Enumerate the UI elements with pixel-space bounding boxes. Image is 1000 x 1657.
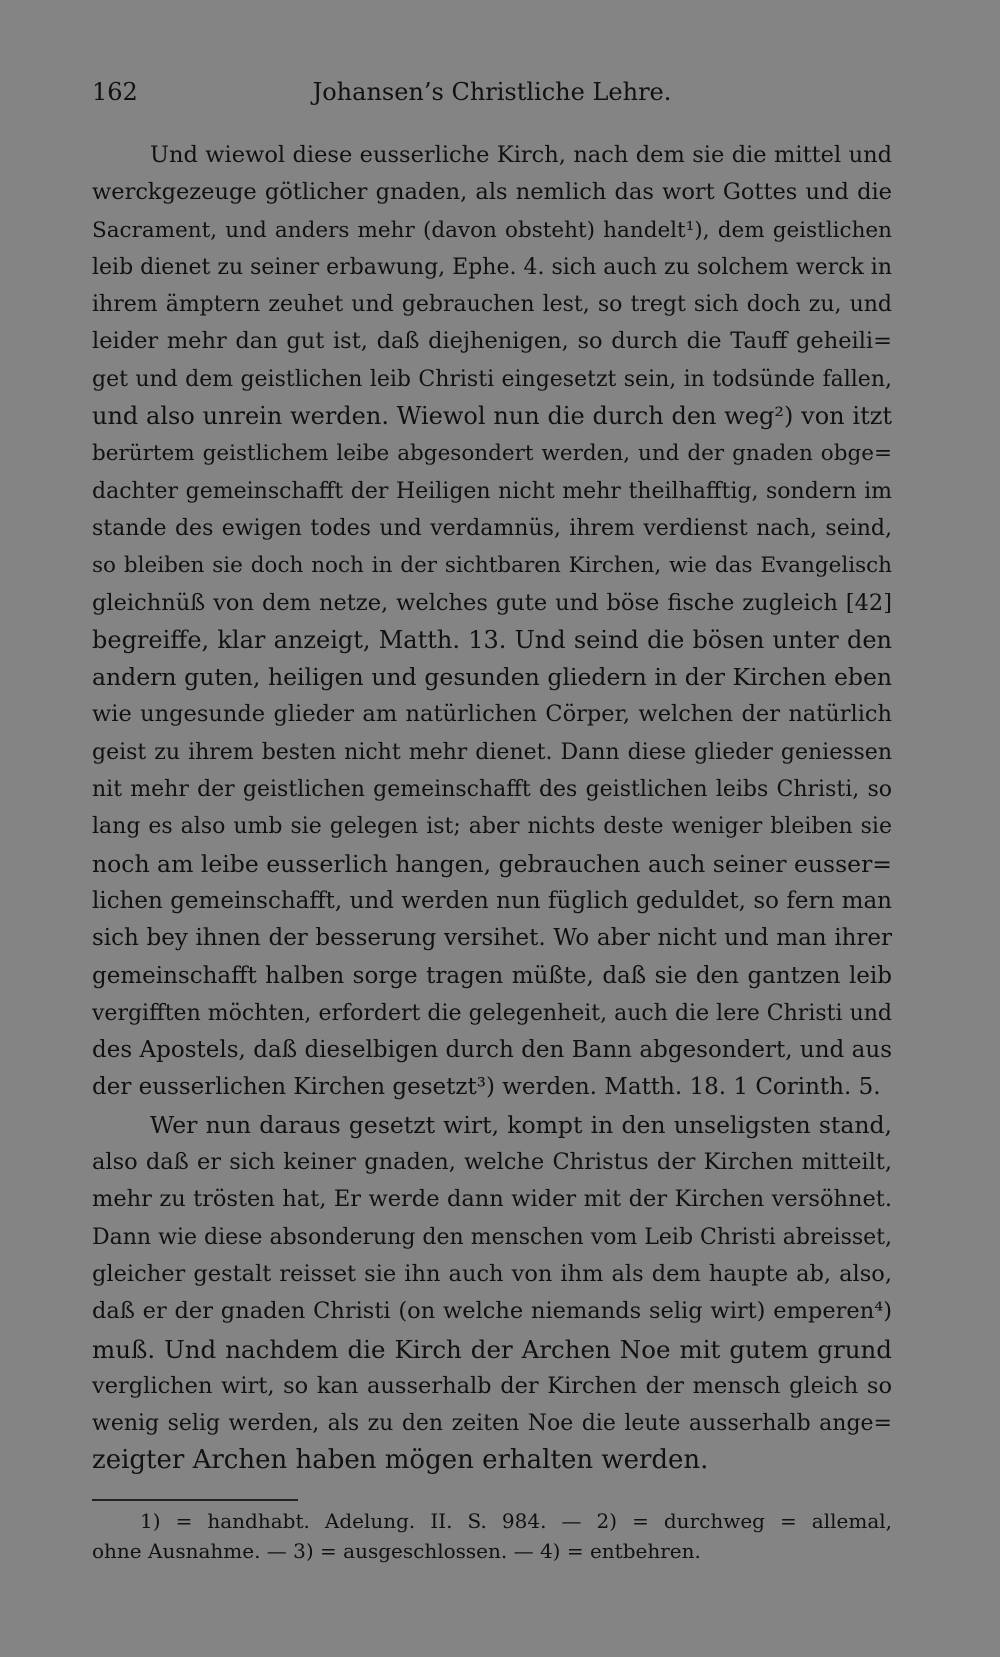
text-line: geist zu ihrem besten nicht mehr dienet. Dann diese glieder geniessen	[92, 739, 892, 765]
text-line: gleicher gestalt reisset sie ihn auch von ihm als dem haupte ab, also,	[92, 1260, 892, 1287]
text-line: Dann wie diese absonderung den menschen vom Leib Christi abreisset,	[92, 1224, 892, 1250]
text-line: dachter gemeinschafft der Heiligen nicht mehr theilhafftig, sondern im	[92, 478, 892, 504]
text-line: daß er der gnaden Christi (on welche niemands selig wirt) emperen⁴)	[92, 1298, 892, 1325]
text-line: berürtem geistlichem leibe abgesondert werden, und der gnaden obge=	[92, 441, 892, 467]
text-line: also daß er sich keiner gnaden, welche Christus der Kirchen mitteilt,	[92, 1149, 892, 1176]
text-line: nit mehr der geistlichen gemeinschafft des geistlichen leibs Christi, so	[92, 777, 892, 803]
text-line: Sacrament, und anders mehr (davon obsteht) handelt¹), dem geistlichen	[92, 217, 892, 243]
text-line: und also unrein werden. Wiewol nun die durch den weg²) von itzt	[92, 402, 892, 431]
text-line: gleichnüß von dem netze, welches gute und böse fische zugleich [42]	[92, 589, 892, 616]
text-line: noch am leibe eusserlich hangen, gebrauchen auch seiner eusser=	[92, 849, 892, 878]
text-line: der eusserlichen Kirchen gesetzt³) werden. Matth. 18. 1 Corinth. 5.	[92, 1074, 881, 1101]
text-line: zeigter Archen haben mögen erhalten werden.	[92, 1445, 709, 1476]
text-line: stande des ewigen todes und verdamnüs, ihrem verdienst nach, seind,	[92, 515, 892, 541]
text-line: sich bey ihnen der besserung versihet. Wo aber nicht und man ihrer	[92, 925, 892, 952]
text-line: Und wiewol diese eusserliche Kirch, nach dem sie die mittel und	[150, 142, 892, 168]
page-header	[92, 78, 892, 114]
text-line: lichen gemeinschafft, und werden nun füglich geduldet, so fern man	[92, 887, 892, 914]
text-line: mehr zu trösten hat, Er werde dann wider mit der Kirchen versöhnet.	[92, 1186, 892, 1213]
text-line: ihrem ämptern zeuhet und gebrauchen lest, so tregt sich doch zu, und	[92, 292, 892, 318]
page-number: 162	[92, 78, 138, 106]
body-text	[92, 137, 892, 1480]
running-title: Johansen’s Christliche Lehre.	[312, 78, 672, 106]
footnote-rule	[92, 1499, 298, 1501]
text-line: lang es also umb sie gelegen ist; aber nichts deste weniger bleiben sie	[92, 814, 892, 840]
text-line: Wer nun daraus gesetzt wirt, kompt in den unseligsten stand,	[150, 1110, 892, 1139]
text-line: leider mehr dan gut ist, daß diejhenigen, so durch die Tauff geheili=	[92, 328, 892, 355]
text-line: wenig selig werden, als zu den zeiten Noe die leute ausserhalb ange=	[92, 1411, 892, 1437]
text-line: vergifften möchten, erfordert die gelegenheit, auch die lere Christi und	[92, 1000, 892, 1026]
text-line: get und dem geistlichen leib Christi eingesetzt sein, in todsünde fallen,	[92, 366, 892, 392]
text-line: begreiffe, klar anzeigt, Matth. 13. Und seind die bösen unter den	[92, 625, 892, 654]
text-line: gemeinschafft halben sorge tragen müßte, daß sie den gantzen leib	[92, 962, 892, 989]
footnote-line: 1) = handhabt. Adelung. II. S. 984. — 2) = durchweg = allemal,	[140, 1509, 892, 1533]
text-line: werckgezeuge götlicher gnaden, als nemlich das wort Gottes und die	[92, 179, 892, 206]
text-line: leib dienet zu seiner erbawung, Ephe. 4. sich auch zu solchem werck in	[92, 254, 892, 280]
text-line: wie ungesunde glieder am natürlichen Cörper, welchen der natürlich	[92, 701, 892, 728]
text-line: verglichen wirt, so kan ausserhalb der Kirchen der mensch gleich so	[92, 1372, 892, 1399]
text-line: muß. Und nachdem die Kirch der Archen Noe mit gutem grund	[92, 1334, 892, 1364]
text-line: andern guten, heiligen und gesunden gliedern in der Kirchen eben	[92, 663, 892, 692]
footnotes	[92, 1506, 892, 1566]
text-line: des Apostels, daß dieselbigen durch den Bann abgesondert, und aus	[92, 1037, 892, 1064]
footnote-line: ohne Ausnahme. — 3) = ausgeschlossen. — 4) = entbehren.	[92, 1539, 701, 1563]
text-line: so bleiben sie doch noch in der sichtbaren Kirchen, wie das Evangelisch	[92, 553, 892, 579]
